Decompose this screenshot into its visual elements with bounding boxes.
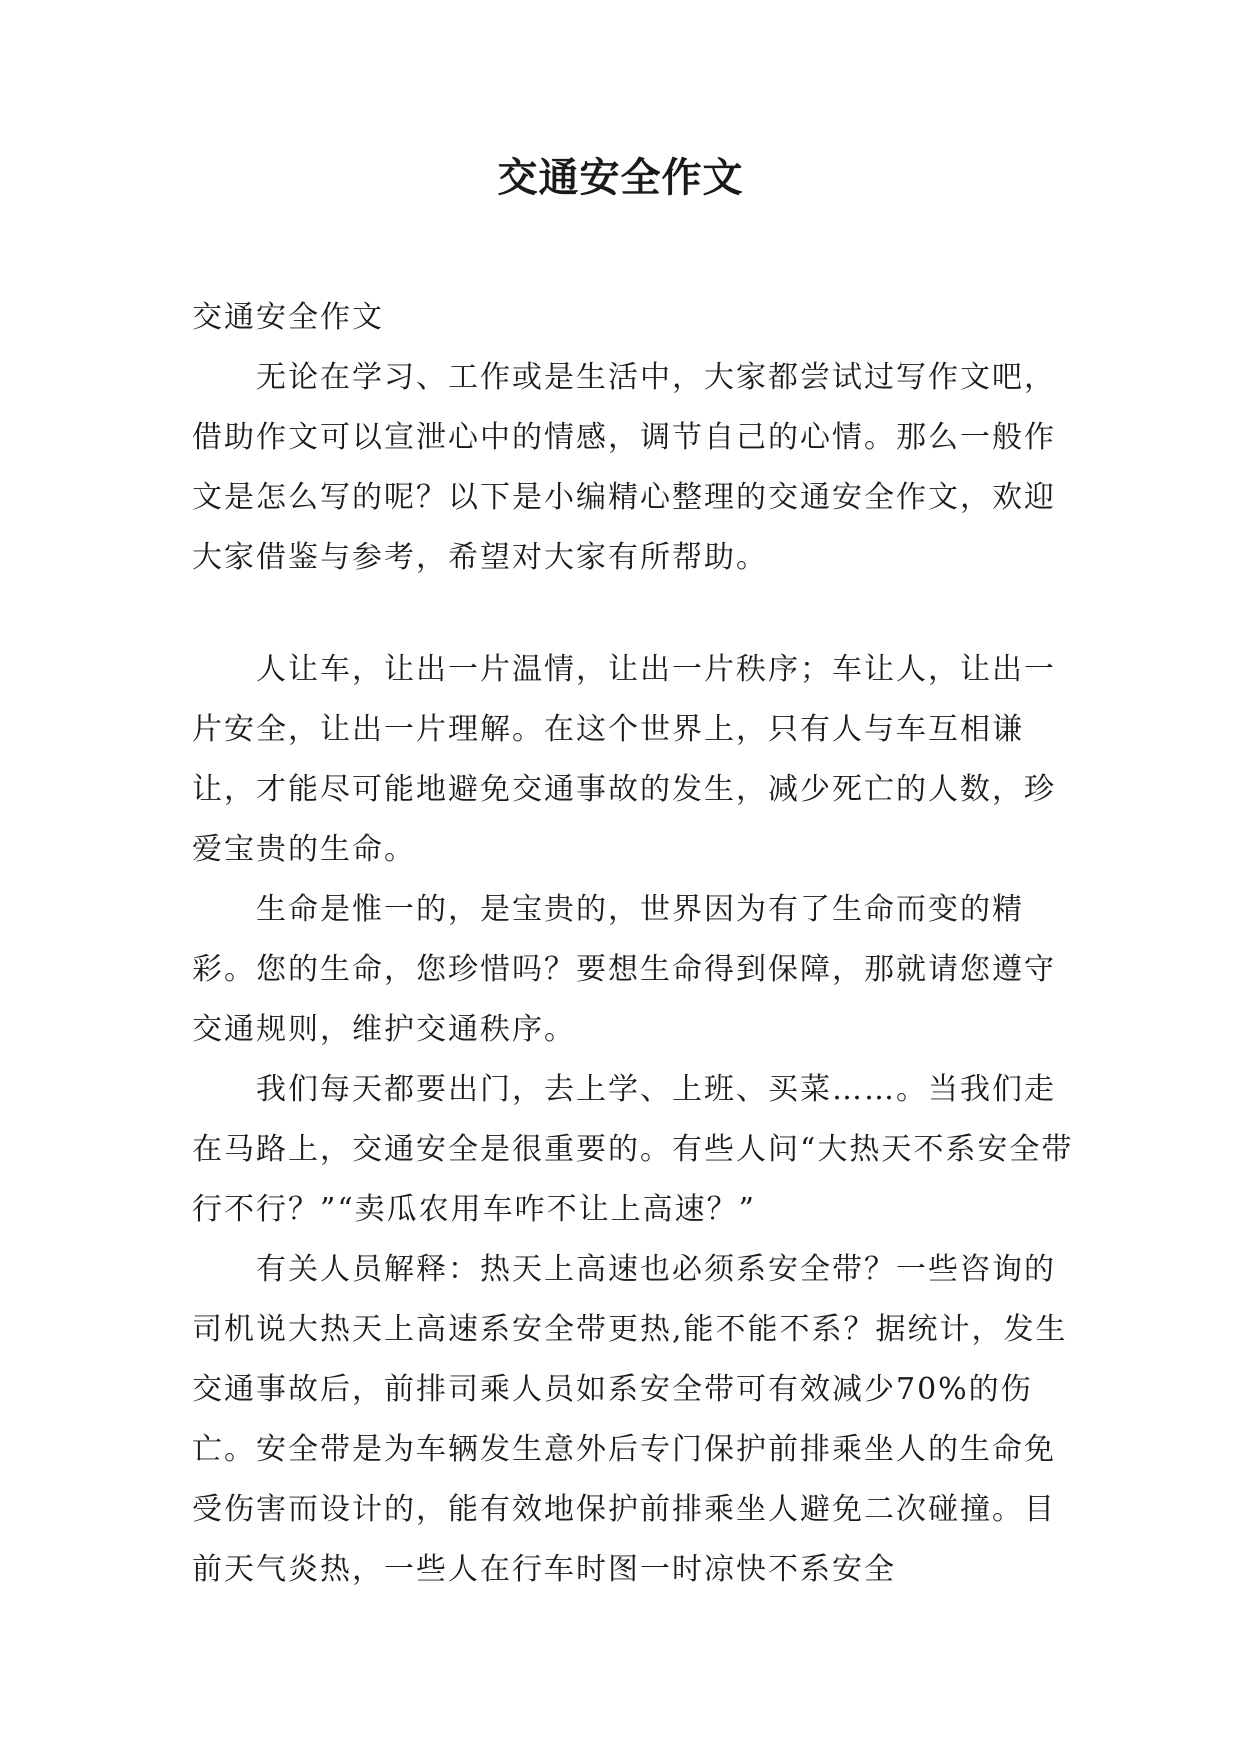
document-body (192, 288, 1082, 1600)
paragraph-yield: 人让车，让出一片温情，让出一片秩序；车让人，让出一片安全，让出一片理解。在这个世界上，只有人与车互相谦让，才能尽可能地避免交通事故的发生，减少死亡的人数，珍爱宝贵的生命。 (192, 652, 1056, 867)
paragraph-life: 生命是惟一的，是宝贵的，世界因为有了生命而变的精彩。您的生命，您珍惜吗？要想生命得到保障，那就请您遵守交通规则，维护交通秩序。 (192, 892, 1056, 1047)
paragraph-seatbelt: 有关人员解释：热天上高速也必须系安全带？一些咨询的司机说大热天上高速系安全带更热,能不能不系？据统计，发生交通事故后，前排司乘人员如系安全带可有效减少70%的伤亡。安全带是为车辆发生意外后专门保护前排乘坐人的生命免受伤害而设计的，能有效地保护前排乘坐人避免二次碰撞。目前天气炎热，一些人在行车时图一时凉快不系安全 (192, 1252, 1068, 1587)
paragraph-daily: 我们每天都要出门，去上学、上班、买菜……。当我们走在马路上，交通安全是很重要的。有些人问“大热天不系安全带行不行？”“卖瓜农用车咋不让上高速？” (192, 1072, 1074, 1227)
paragraph-intro: 无论在学习、工作或是生活中，大家都尝试过写作文吧，借助作文可以宣泄心中的情感，调节自己的心情。那么一般作文是怎么写的呢？以下是小编精心整理的交通安全作文，欢迎大家借鉴与参考，希望对大家有所帮助。 (192, 360, 1056, 575)
document-title: 交通安全作文 (497, 155, 744, 201)
document-subtitle: 交通安全作文 (192, 300, 384, 335)
